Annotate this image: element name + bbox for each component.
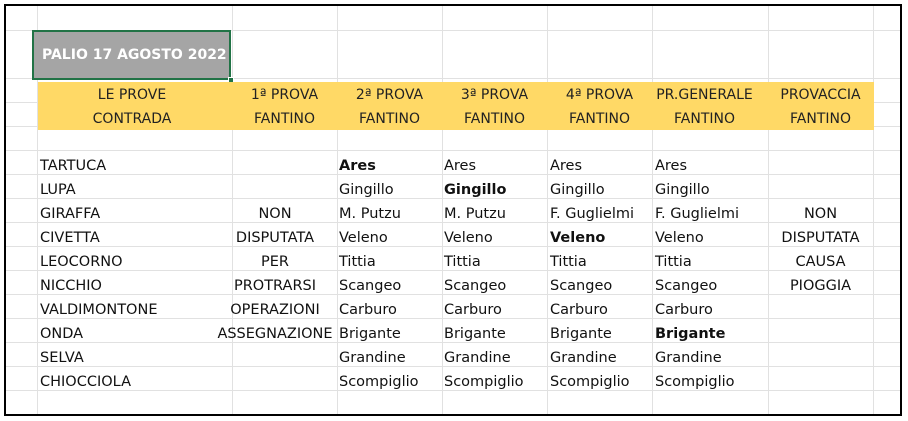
header-label[interactable]: 3ª PROVA [460,87,529,103]
prova2-fantino-cell[interactable]: Brigante [339,326,401,342]
generale-fantino-cell[interactable]: Brigante [655,326,726,342]
contrada-cell[interactable]: CHIOCCIOLA [40,374,131,390]
prova4-fantino-cell[interactable]: Tittia [550,254,587,270]
grid-row-line [6,150,900,151]
prova3-fantino-cell[interactable]: Gingillo [444,182,507,198]
generale-fantino-cell[interactable]: Grandine [655,350,722,366]
provaccia-note-cell[interactable]: NON [803,206,838,222]
grid-column-line [652,6,653,414]
prova4-fantino-cell[interactable]: Brigante [550,326,612,342]
provaccia-note-cell[interactable]: PIOGGIA [789,278,852,294]
prova4-fantino-cell[interactable]: Ares [550,158,583,174]
prova4-fantino-cell[interactable]: Veleno [550,230,606,246]
prova2-fantino-cell[interactable]: Grandine [339,350,406,366]
generale-fantino-cell[interactable]: Gingillo [655,182,710,198]
header-sublabel[interactable]: FANTINO [569,111,630,127]
header-sublabel[interactable]: FANTINO [790,111,851,127]
generale-fantino-cell[interactable]: Scompiglio [655,374,735,390]
prova2-fantino-cell[interactable]: Gingillo [339,182,394,198]
prova4-fantino-cell[interactable]: Grandine [550,350,617,366]
grid-column-line [547,6,548,414]
header-label[interactable]: PROVACCIA [780,87,861,103]
header-sublabel[interactable]: FANTINO [464,111,525,127]
contrada-cell[interactable]: SELVA [40,350,84,366]
header-sublabel[interactable]: FANTINO [254,111,315,127]
contrada-cell[interactable]: CIVETTA [40,230,100,246]
provaccia-note-cell[interactable]: DISPUTATA [781,230,860,246]
prova1-note-cell[interactable]: OPERAZIONI [230,302,320,318]
prova1-note-cell[interactable]: DISPUTATA [235,230,315,246]
header-label[interactable]: PR.GENERALE [656,87,753,103]
prova2-fantino-cell[interactable]: M. Putzu [339,206,401,222]
contrada-cell[interactable]: NICCHIO [40,278,102,294]
prova3-fantino-cell[interactable]: Tittia [444,254,481,270]
header-sublabel[interactable]: FANTINO [359,111,420,127]
header-label[interactable]: 1ª PROVA [250,87,319,103]
generale-fantino-cell[interactable]: F. Guglielmi [655,206,740,222]
contrada-cell[interactable]: LEOCORNO [40,254,123,270]
prova1-note-cell[interactable]: NON [258,206,292,222]
title-text: PALIO 17 AGOSTO 2022 [42,47,227,63]
prova2-fantino-cell[interactable]: Tittia [339,254,376,270]
prova3-fantino-cell[interactable]: Scompiglio [444,374,524,390]
contrada-cell[interactable]: LUPA [40,182,76,198]
prova3-fantino-cell[interactable]: Ares [444,158,477,174]
contrada-cell[interactable]: TARTUCA [40,158,107,174]
generale-fantino-cell[interactable]: Scangeo [655,278,718,294]
generale-fantino-cell[interactable]: Ares [655,158,688,174]
contrada-cell[interactable]: VALDIMONTONE [40,302,158,318]
prova1-note-cell[interactable]: PER [261,254,289,270]
provaccia-note-cell[interactable]: CAUSA [795,254,846,270]
prova3-fantino-cell[interactable]: M. Putzu [444,206,506,222]
title-cell[interactable] [32,30,231,80]
prova2-fantino-cell[interactable]: Scompiglio [339,374,419,390]
header-label[interactable]: 4ª PROVA [565,87,634,103]
prova2-fantino-cell[interactable]: Ares [339,158,376,174]
contrada-cell[interactable]: ONDA [40,326,84,342]
generale-fantino-cell[interactable]: Veleno [655,230,704,246]
spreadsheet-frame [4,4,902,416]
prova4-fantino-cell[interactable]: Carburo [550,302,608,318]
grid-column-line [442,6,443,414]
prova3-fantino-cell[interactable]: Grandine [444,350,511,366]
header-label[interactable]: 2ª PROVA [355,87,424,103]
prova1-note-cell[interactable]: ASSEGNAZIONE [217,326,333,342]
prova4-fantino-cell[interactable]: Scompiglio [550,374,630,390]
prova4-fantino-cell[interactable]: F. Guglielmi [550,206,635,222]
prova4-fantino-cell[interactable]: Gingillo [550,182,605,198]
grid-column-line [873,6,874,414]
prova3-fantino-cell[interactable]: Scangeo [444,278,507,294]
prova2-fantino-cell[interactable]: Carburo [339,302,397,318]
prova3-fantino-cell[interactable]: Carburo [444,302,502,318]
prova3-fantino-cell[interactable]: Brigante [444,326,506,342]
header-label[interactable]: LE PROVE [97,87,167,103]
generale-fantino-cell[interactable]: Tittia [655,254,692,270]
prova2-fantino-cell[interactable]: Veleno [339,230,388,246]
prova1-note-cell[interactable]: PROTRARSI [233,278,317,294]
prova3-fantino-cell[interactable]: Veleno [444,230,493,246]
prova2-fantino-cell[interactable]: Scangeo [339,278,402,294]
prova4-fantino-cell[interactable]: Scangeo [550,278,613,294]
header-sublabel[interactable]: FANTINO [674,111,735,127]
header-sublabel[interactable]: CONTRADA [92,111,172,127]
generale-fantino-cell[interactable]: Carburo [655,302,713,318]
contrada-cell[interactable]: GIRAFFA [40,206,101,222]
